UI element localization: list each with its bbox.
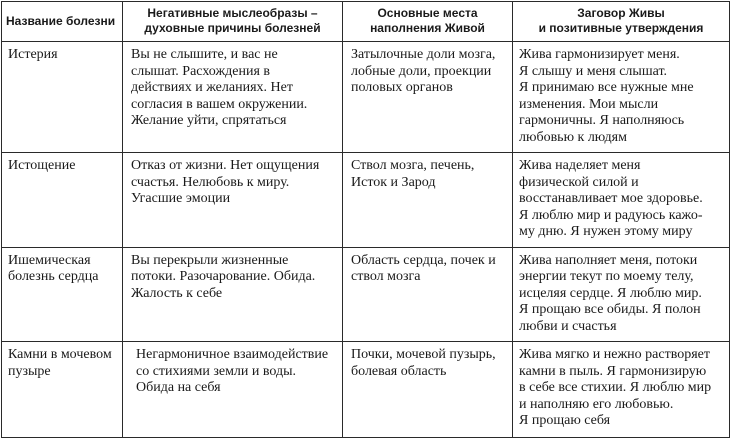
text-line: Истерия: [8, 47, 58, 62]
text-line: Отказ от жизни. Нет ощущения: [131, 158, 320, 173]
text-line: энергии текут по моему телу,: [519, 269, 694, 284]
header-line: Название болезни: [6, 13, 116, 28]
header-main-places: [343, 2, 513, 42]
table-row: [2, 342, 730, 438]
text-line: Угасшие эмоции: [131, 191, 231, 206]
text-line: Жива мягко и нежно растворяет: [519, 347, 711, 362]
text-line: в себе все стихии. Я люблю мир: [519, 380, 712, 395]
text-line: Исток и Зарод: [351, 174, 436, 190]
places-cell: [343, 247, 513, 342]
causes-cell: [123, 247, 343, 342]
text-line: Я люблю мир и радуюсь кажо-: [519, 207, 703, 223]
text-line: Камни в мочевом: [8, 347, 112, 362]
text-line: Негармоничное взаимодействие: [136, 347, 329, 362]
text-line: Ишемическая: [8, 252, 91, 268]
text-line: Жива наделяет меня: [519, 158, 641, 173]
disease-name-cell: [2, 42, 123, 153]
text-line: Жива наполняет меня, потоки: [519, 252, 698, 268]
text-line: любовью к людям: [519, 129, 627, 145]
text-line: Вы перекрыли жизненные: [131, 252, 289, 268]
text-line: лобные доли, проекции: [351, 63, 492, 79]
text-line: пузыре: [8, 363, 51, 379]
text-line: и наполняю его любовью.: [519, 396, 674, 412]
header-affirmations: [513, 2, 730, 42]
text-line: ствол мозга: [351, 269, 421, 284]
header-line: Основные места: [377, 6, 478, 20]
affirmations-cell: [513, 247, 730, 342]
causes-cell: [123, 342, 343, 438]
text-line: исцеляя сердце. Я люблю мир.: [519, 285, 702, 301]
text-line: болевая область: [351, 363, 447, 379]
header-line: Заговор Живы: [577, 6, 665, 20]
causes-cell: [123, 153, 343, 248]
text-line: Я слышу и меня слышат.: [519, 63, 668, 79]
diseases-table: [1, 1, 730, 438]
text-line: половых органов: [351, 80, 453, 95]
table-header-row: [2, 2, 730, 42]
text-line: изменения. Мои мысли: [519, 96, 659, 112]
header-line: духовные причины болезней: [144, 21, 321, 35]
affirmations-cell: [513, 342, 730, 438]
text-line: Обида на себя: [136, 380, 221, 395]
places-cell: [343, 42, 513, 153]
text-line: действиях и желаниях. Нет: [131, 80, 293, 95]
header-disease-name: [2, 2, 123, 42]
text-line: Область сердца, почек и: [351, 252, 496, 268]
text-line: Я прощаю все обиды. Я полон: [519, 302, 701, 317]
text-line: восстанавливает мое здоровье.: [519, 191, 703, 206]
disease-name-cell: [2, 153, 123, 248]
table-row: [2, 153, 730, 248]
text-line: Почки, мочевой пузырь,: [351, 347, 496, 362]
text-line: согласия в вашем окружении.: [131, 96, 308, 112]
disease-name-cell: [2, 342, 123, 438]
places-cell: [343, 342, 513, 438]
text-line: камни в пыль. Я гармонизирую: [519, 363, 707, 379]
text-line: потоки. Разочарование. Обида.: [131, 269, 316, 284]
table-row: [2, 42, 730, 153]
header-line: наполнения Живой: [370, 21, 485, 35]
header-line: и позитивные утверждения: [538, 21, 704, 35]
header-negative-thoughts: [123, 2, 343, 42]
text-line: Затылочные доли мозга,: [351, 47, 496, 62]
text-line: счастья. Нелюбовь к миру.: [131, 174, 290, 190]
disease-name-cell: [2, 247, 123, 342]
text-line: Я прощаю себя: [519, 413, 611, 428]
text-line: болезнь сердца: [8, 269, 99, 284]
text-line: любви и счастья: [519, 318, 617, 334]
causes-cell: [123, 42, 343, 153]
text-line: Жалость к себе: [131, 285, 223, 301]
affirmations-cell: [513, 153, 730, 248]
text-line: Истощение: [8, 158, 76, 173]
text-line: Желание уйти, спрятаться: [131, 113, 287, 128]
places-cell: [343, 153, 513, 248]
text-line: Ствол мозга, печень,: [351, 158, 475, 173]
text-line: Вы не слышите, и вас не: [131, 47, 278, 62]
text-line: физической силой и: [519, 174, 639, 190]
affirmations-cell: [513, 42, 730, 153]
text-line: слышат. Расхождения в: [131, 63, 270, 79]
text-line: Жива гармонизирует меня.: [519, 47, 680, 62]
text-line: Я принимаю все нужные мне: [519, 80, 694, 95]
table-row: [2, 247, 730, 342]
text-line: гармоничны. Я наполняюсь: [519, 113, 685, 128]
text-line: со стихиями земли и воды.: [136, 363, 297, 379]
text-line: му дню. Я нужен этому миру: [519, 224, 693, 239]
header-line: Негативные мыслеобразы –: [147, 6, 318, 20]
